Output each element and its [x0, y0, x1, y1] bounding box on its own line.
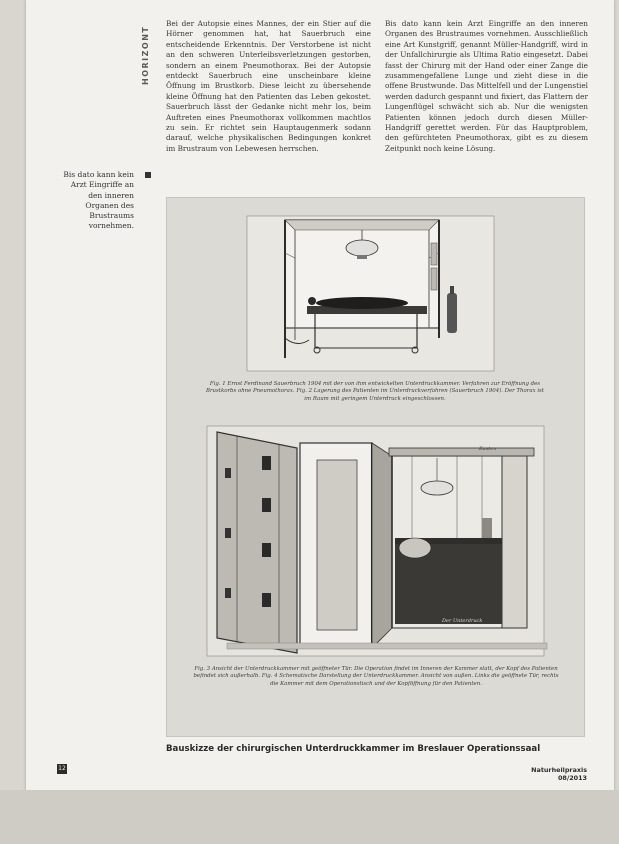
bottom-chamber-illustration: [207, 426, 547, 656]
desk-background: [0, 790, 619, 844]
figure-title: Bauskizze der chirurgischen Unterdruckkammer im Breslauer Operationssaal: [166, 744, 541, 754]
figure-label-right: Kasten: [479, 446, 497, 452]
body-column-2: Bis dato kann kein Arzt Eingriffe an den inneren Organen des Brustraumes vornehmen. Ausschließlich eine Art Kunstgriff, genannt Müller-Handgriff, wird in der Unfallchirurgie als Ultima Ratio eingesetzt. Dabei fasst der Chirurg mit der Hand oder einer Zange die zusammengefallene Lunge und zieht diese in die offene Brustwunde. Das Mittelfell und der Lungenstiel werden dadurch gespannt und fixiert, das Flattern der Lungenflügel schwächt sich ab. Nur die wenigsten Patienten können jedoch durch diesen Müller-Handgriff gerettet werden. Für das Hauptproblem, den gefürchteten Pneumothorax, gibt es zu diesem Zeitpunkt noch keine Lösung.: [385, 19, 588, 153]
chamber-illustrations: [167, 198, 584, 736]
top-chamber-illustration: [247, 216, 494, 371]
figure-label-bottom: Der Unterdruck: [442, 618, 483, 624]
journal-footer: Naturheilpraxis 08/2013: [531, 766, 587, 782]
caption-top: Fig. 1 Ernst Ferdinand Sauerbruch 1904 mit der von ihm entwickelten Unterdruckkammer. Verfahren zur Eröffnung des Brustkorbs ohne Pneumothorax. Fig. 2 Lagerung des Patienten im Unterdruckverfahren (Sauerbruch 1904). Der Thorax ist im Raum mit geringem Unterdruck eingeschlossen.: [206, 381, 544, 402]
margin-note: Bis dato kann kein Arzt Eingriffe an den inneren Organen des Brustraums vornehmen.: [63, 170, 134, 231]
body-column-1: Bei der Autopsie eines Mannes, der ein Stier auf die Hörner genommen hat, hat Sauerbruch eine entscheidende Erkenntnis. Der Verstorbene ist nicht an den schweren Unterleibsverletzungen gestorben, sondern an einem Pneumothorax. Bei der Autopsie entdeckt Sauerbruch eine unscheinbare kleine Öffnung im Brustkorb. Diese leicht zu übersehende kleine Öffnung hat den Patienten das Leben gekostet. Sauerbruch lässt der Gedanke nicht mehr los, beim Auftreten eines Pneumothorax vollkommen machtlos zu sein. Er richtet sein Hauptaugenmerk sodann darauf, welche physikalischen Bedingungen konkret im Brustraum von Lebewesen herrschen.: [166, 19, 371, 153]
margin-marker: [145, 172, 151, 178]
section-label: HORIZONT: [141, 25, 150, 85]
page-number: 12: [58, 765, 66, 772]
figure-plate: [166, 197, 585, 737]
caption-bottom: Fig. 3 Ansicht der Unterdruckkammer mit geöffneter Tür. Die Operation findet im Inneren der Kammer statt, der Kopf des Patienten befindet sich außerhalb. Fig. 4 Schematische Darstellung der Unterdruckkammer. Ansicht von außen. Links die geöffnete Tür, rechts die Kammer mit dem Operationstisch und der Kopföffnung für den Patienten.: [193, 666, 559, 687]
